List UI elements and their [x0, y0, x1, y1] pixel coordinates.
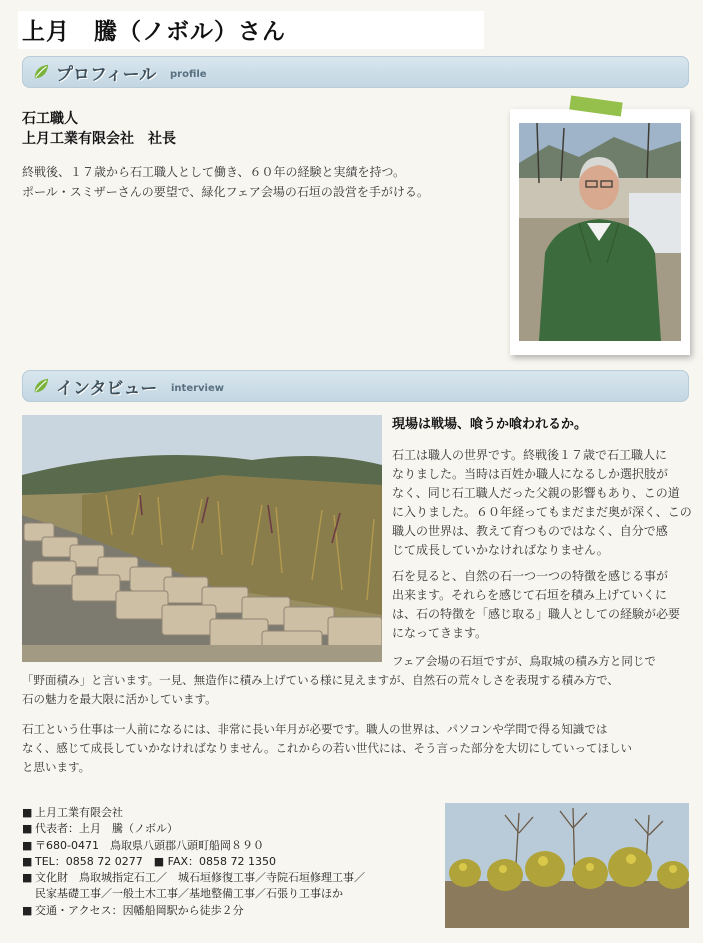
interview-heading: インタビュー: [56, 379, 158, 399]
company-info-row: [22, 821, 365, 837]
paragraph-line: 「野面積み」と言います。一見、無造作に積み上げている様に見えますが、自然石の荒々しさを表現する積み方で、: [22, 673, 619, 687]
portrait-photo: [519, 123, 681, 341]
company-services: 文化財 鳥取城指定石工／ 城石垣修復工事／寺院石垣修理工事／: [35, 871, 365, 885]
company-info-row: [22, 838, 365, 854]
paragraph-line: になってきます。: [392, 626, 488, 640]
profile-heading-en: profile: [170, 69, 207, 80]
interview-heading-en: interview: [171, 383, 225, 394]
interview-paragraph-4: [22, 720, 632, 777]
portrait-frame: [510, 109, 690, 355]
garden-photo: [445, 803, 689, 928]
page-title: 上月 騰（ノボル）さん: [22, 19, 286, 45]
paragraph-line: なく、同じ石工職人だった父親の影響もあり、この道: [392, 486, 680, 500]
interview-paragraph-1: [392, 446, 692, 560]
profile-section-header: [22, 56, 689, 88]
company-address: 〒680-0471 鳥取県八頭郡八頭町船岡８９０: [35, 838, 264, 852]
paragraph-line: なりました。当時は百姓か職人になるしか選択肢が: [392, 467, 669, 481]
company-name: 上月工業有限会社: [35, 806, 123, 819]
paragraph-line: と思います。: [22, 760, 91, 774]
profile-occupation: 石工職人: [22, 111, 78, 127]
company-info-row: [22, 870, 365, 886]
company-phone-fax: TEL：0858 72 0277 ■ FAX：0858 72 1350: [35, 854, 277, 868]
profile-desc-line: 終戦後、１７歳から石工職人として働き、６０年の経験と実績を持つ。: [22, 165, 406, 179]
paragraph-line: 石工は職人の世界です。終戦後１７歳で石工職人に: [392, 448, 668, 462]
paragraph-line: 出来ます。それらを感じて石垣を積み上げていくに: [392, 588, 668, 602]
title-bar: [18, 11, 484, 49]
paragraph-line: は、石の特徴を「感じ取る」職人としての経験が必要: [392, 607, 681, 621]
bullet-icon: ■: [22, 854, 33, 868]
leaf-icon: [32, 63, 50, 81]
interview-paragraph-3: [22, 652, 656, 709]
stone-wall-photo: [22, 415, 382, 662]
bullet-icon: ■: [22, 806, 33, 819]
paragraph-line: なく、感じて成長していかなければなりません。これからの若い世代には、そう言った部分を大切にしていってほしい: [22, 741, 632, 755]
bullet-icon: ■: [22, 822, 33, 836]
paragraph-line: 石工という仕事は一人前になるには、非常に長い年月が必要です。職人の世界は、パソコンや学問で得る知識では: [22, 722, 608, 736]
interview-paragraph-2: [392, 567, 680, 643]
profile-desc-line: ポール・スミザーさんの要望で、緑化フェア会場の石垣の設営を手がける。: [22, 185, 429, 199]
paragraph-line: フェア会場の石垣ですが、鳥取城の積み方と同じで: [392, 654, 656, 668]
company-representative: 代表者：上月 騰（ノボル）: [35, 822, 178, 836]
bullet-icon: ■: [22, 903, 33, 917]
company-info-row: [22, 886, 365, 902]
profile-company-title: 上月工業有限会社 社長: [22, 131, 176, 147]
bullet-icon: ■: [22, 871, 33, 885]
paragraph-line: 石の魅力を最大限に活かしています。: [22, 692, 217, 706]
company-services-cont: 民家基礎工事／一般土木工事／基地整備工事／石張り工事ほか: [35, 887, 343, 901]
interview-section-header: [22, 370, 689, 402]
company-info-row: [22, 805, 365, 821]
company-info-row: [22, 903, 365, 919]
profile-description: [22, 162, 429, 202]
paragraph-line: じて成長していかなければなりません。: [392, 543, 609, 557]
bullet-icon: ■: [22, 838, 33, 852]
company-info-row: [22, 854, 365, 870]
company-access: 交通・アクセス：因幡船岡駅から徒歩２分: [35, 903, 244, 917]
paragraph-line: に入りました。６０年経ってもまだまだ奥が深く、この: [392, 505, 692, 519]
paragraph-line: 職人の世界は、教えて育つものではなく、自分で感: [392, 524, 668, 538]
interview-headline: 現場は戦場、喰うか喰われるか。: [392, 417, 588, 432]
paragraph-line: 石を見ると、自然の石一つ一つの特徴を感じる事が: [392, 569, 669, 583]
leaf-icon: [32, 377, 50, 395]
company-info: [22, 805, 365, 919]
profile-role: [22, 109, 176, 149]
profile-heading: プロフィール: [56, 65, 157, 85]
